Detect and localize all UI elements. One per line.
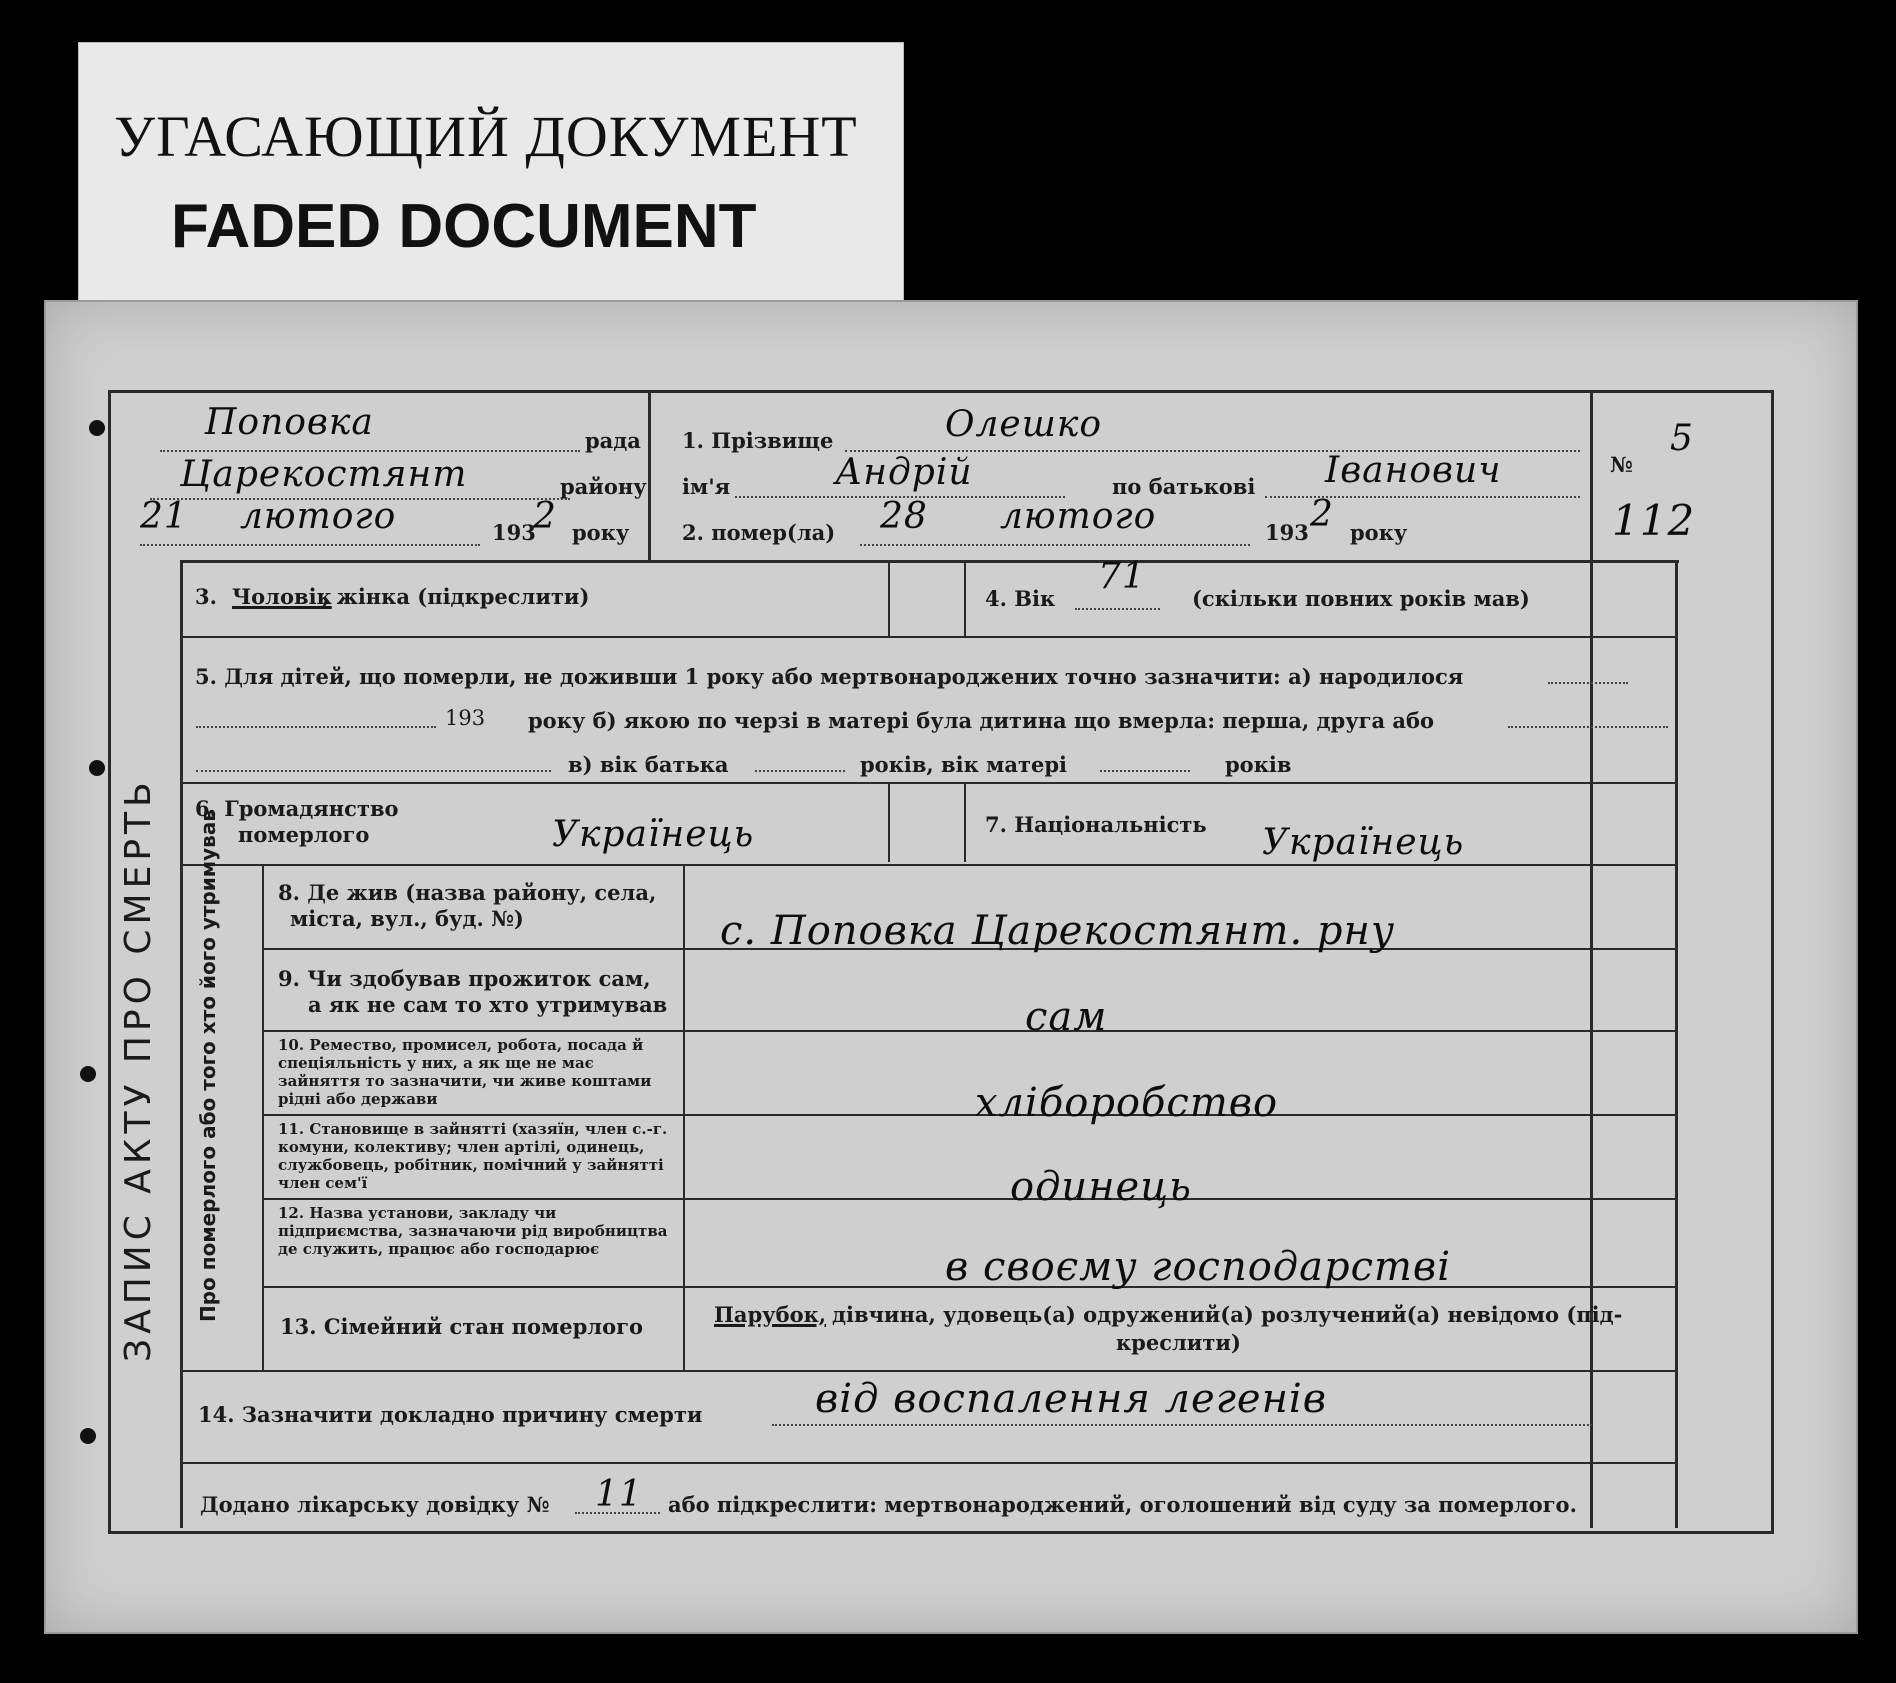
q6-citizenship-value: Українець	[552, 814, 755, 855]
q9-label-line2: а як не сам то хто утримував	[308, 992, 668, 1017]
divider	[1590, 393, 1593, 1528]
footer-prefix: Додано лікарську довідку №	[200, 1492, 550, 1517]
q10-label: 10. Ремество, промисел, робота, посада й спеціяльність у них, а як ще не має зайняття то зазначити, чи живе коштами рідні або держави	[278, 1036, 652, 1108]
divider	[262, 1114, 1677, 1116]
divider	[262, 1198, 1677, 1200]
q5-year: 193	[445, 706, 486, 730]
divider	[262, 1030, 1677, 1032]
q13-options: дівчина, удовець(а) одружений(а) розлучений(а) невідомо (під-	[832, 1302, 1623, 1327]
stamp-english-text: FADED DOCUMENT	[171, 192, 757, 261]
name-value: Андрій	[835, 452, 973, 493]
year-label: року	[572, 520, 630, 545]
death-year-digit: 2	[1310, 494, 1334, 535]
stamp-russian-text: УГАСАЮЩИЙ ДОКУМЕНТ	[114, 104, 858, 169]
divider	[180, 1462, 1677, 1464]
q8-label-line2: міста, вул., буд. №)	[290, 906, 524, 931]
q14-label: 14. Зазначити докладно причину смерти	[198, 1402, 703, 1427]
q5-mother-age: років, вік матері	[860, 752, 1067, 777]
name-label: ім'я	[682, 474, 731, 499]
q5-father-age: в) вік батька	[568, 752, 729, 777]
death-day: 28	[880, 496, 928, 537]
q4-age-value: 71	[1098, 556, 1146, 597]
q5-line2: року б) якою по черзі в матері була дитина що вмерла: перша, друга або	[528, 708, 1435, 733]
record-number-label: №	[1610, 452, 1633, 477]
divider	[180, 560, 1679, 563]
divider	[964, 560, 966, 636]
punch-hole	[89, 420, 105, 436]
q13-bachelor-selected: Парубок,	[714, 1302, 827, 1327]
q9-label: 9. Чи здобував прожиток сам,	[278, 966, 651, 991]
faded-document-stamp	[78, 42, 904, 334]
punch-hole	[80, 1066, 96, 1082]
divider	[180, 560, 183, 1528]
divider	[262, 864, 264, 1370]
q10-occupation-value: хліборобство	[975, 1080, 1279, 1126]
q8-residence-value: с. Поповка Царекостянт. рну	[720, 908, 1396, 954]
punch-hole	[89, 760, 105, 776]
surname-label: 1. Прізвище	[682, 428, 834, 453]
q4-label: 4. Вік	[985, 586, 1056, 611]
divider	[888, 782, 890, 862]
death-month: лютого	[1000, 496, 1157, 537]
patronymic-value: Іванович	[1325, 450, 1502, 491]
death-year-prefix: 193	[1265, 520, 1309, 545]
q5-line1: 5. Для дітей, що померли, не доживши 1 року або мертвонароджених точно зазначити: а) народилося	[195, 664, 1464, 689]
patronymic-label: по батькові	[1112, 474, 1256, 499]
divider	[1675, 560, 1678, 1528]
divider	[180, 1370, 1677, 1372]
q14-cause-of-death-value: від воспалення легенів	[815, 1376, 1327, 1422]
divider	[648, 393, 651, 560]
q12-workplace-value: в своєму господарстві	[945, 1244, 1451, 1290]
footer-suffix: або підкреслити: мертвонароджений, оголошений від суду за померлого.	[668, 1492, 1577, 1517]
q3-male-selected: Чоловік	[232, 584, 332, 609]
divider	[964, 782, 966, 862]
q7-label: 7. Національність	[985, 812, 1207, 837]
registration-month: лютого	[240, 496, 397, 537]
q7-nationality-value: Українець	[1262, 822, 1465, 863]
q6-label-line2: померлого	[238, 822, 370, 847]
surname-value: Олешко	[945, 404, 1103, 445]
subject-caption-vertical: Про померлого або того хто його утримував	[196, 809, 220, 1322]
q8-label: 8. Де жив (назва району, села,	[278, 880, 657, 905]
punch-hole	[80, 1428, 96, 1444]
registration-year-digit: 2	[533, 496, 557, 537]
death-date-label: 2. помер(ла)	[682, 520, 836, 545]
q9-value: сам	[1025, 994, 1108, 1040]
registration-day: 21	[140, 496, 188, 537]
divider	[180, 864, 1677, 866]
q6-label: 6. Громадянство	[195, 796, 399, 821]
q13-label: 13. Сімейний стан померлого	[280, 1314, 643, 1339]
record-number-secondary: 112	[1612, 496, 1696, 545]
record-number: 5	[1670, 418, 1694, 459]
q3-rest: , жінка (підкреслити)	[322, 584, 590, 609]
raion-value: Царекостянт	[180, 454, 468, 495]
q3-prefix: 3.	[195, 584, 217, 609]
q11-status-value: одинець	[1010, 1164, 1192, 1210]
divider	[888, 560, 890, 636]
q13-options-line2: креслити)	[1116, 1330, 1241, 1355]
raion-label: району	[560, 474, 647, 499]
q5-years: років	[1225, 752, 1292, 777]
divider	[180, 636, 1677, 638]
rada-label: рада	[585, 428, 641, 453]
medical-certificate-number: 11	[595, 1474, 643, 1515]
rada-value: Поповка	[205, 402, 374, 443]
year-prefix: 193	[492, 520, 536, 545]
divider	[683, 864, 685, 1370]
form-title-vertical: ЗАПИС АКТУ ПРО СМЕРТЬ	[118, 777, 159, 1362]
q12-label: 12. Назва установи, закладу чи підприємства, зазначаючи рід виробництва де служить, працює або господарює	[278, 1204, 668, 1258]
death-year-label: року	[1350, 520, 1408, 545]
divider	[180, 782, 1677, 784]
q11-label: 11. Становище в зайнятті (хазяїн, член с.-г. комуни, колективу; член артілі, одинець, службовець, робітник, помічний у зайнятті член сем'ї	[278, 1120, 668, 1192]
q4-suffix: (скільки повних років мав)	[1192, 586, 1530, 611]
